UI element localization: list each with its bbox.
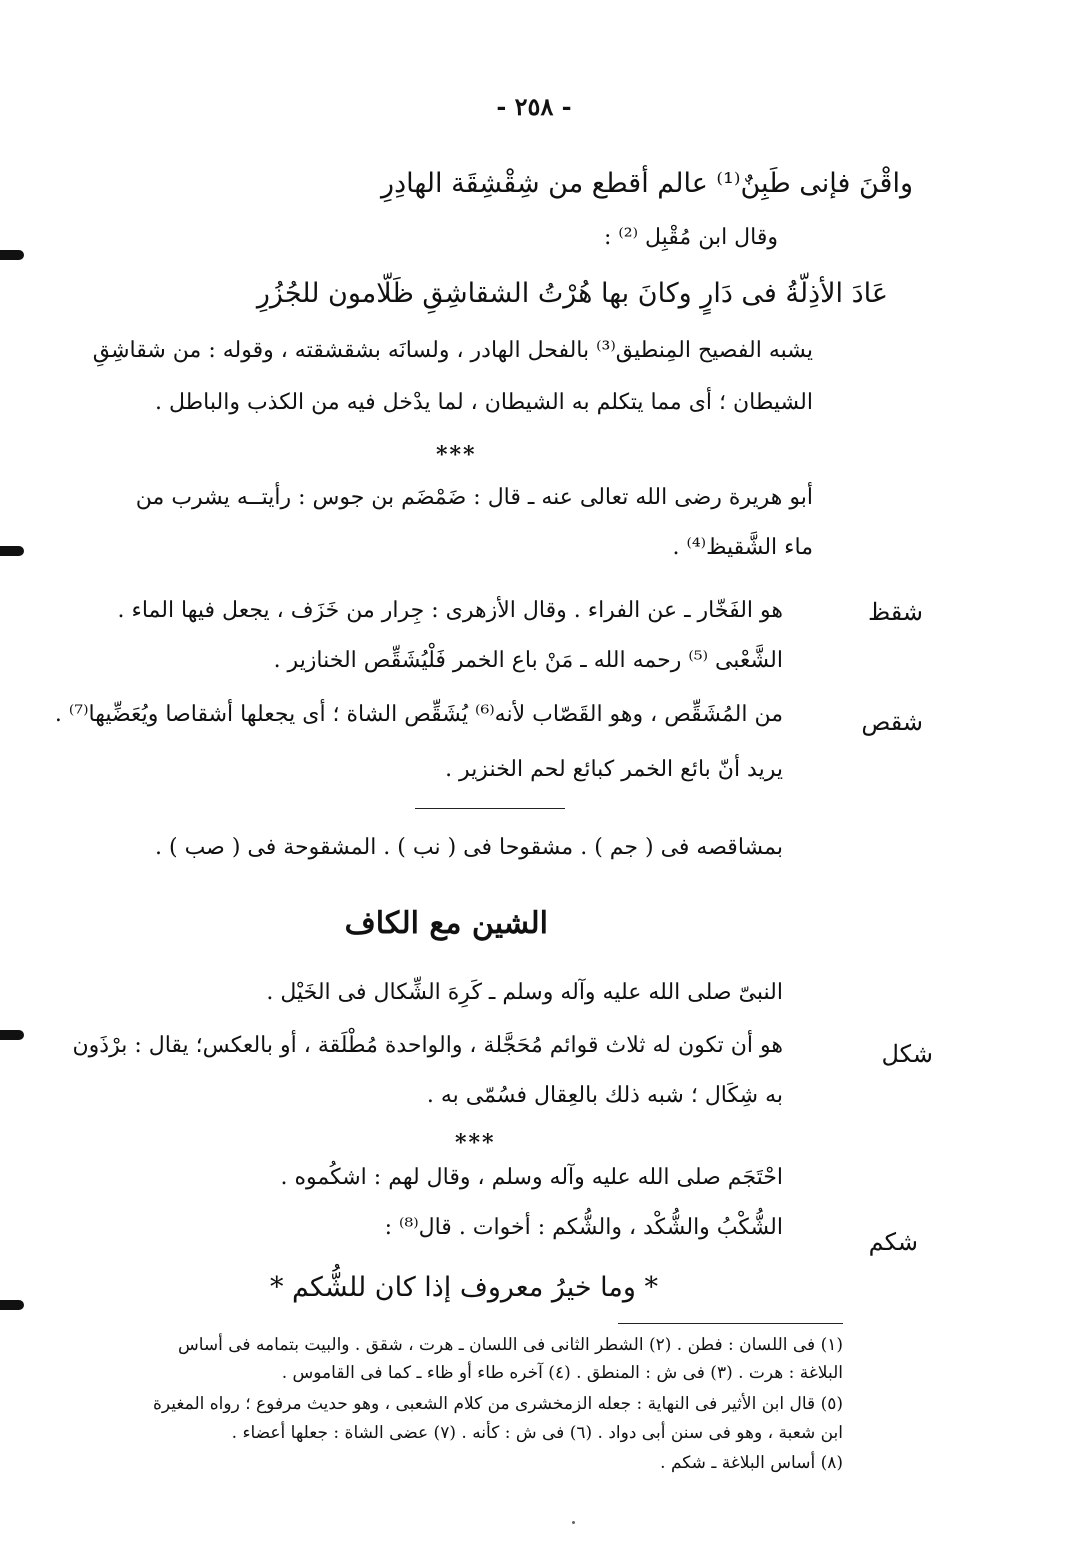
- footnote-line: ابن شعبة ، وهو فى سنن أبى دواد . (٦) فى ش : كأنه . (٧) عضى الشاة : جعلها أعضاء .: [231, 1423, 843, 1443]
- entry-headword-shaqaz: شقظ: [867, 598, 923, 626]
- hadith-hijama: احْتَجَم صلى الله عليه وآله وسلم ، وقال لهم : اشكُموه .: [280, 1165, 783, 1190]
- cross-reference: بمشاقصه فى ( جم ) . مشقوحا فى ( نب ) . المشقوحة فى ( صب ) .: [155, 835, 783, 860]
- scan-edge-mark: [0, 1300, 24, 1310]
- section-stars-2: ***: [455, 1130, 496, 1156]
- footnote-line: (١) فى اللسان : فطن . (٢) الشطر الثانى فى اللسان ـ هرت ، شقق . والبيت بتمامه فى أساس: [177, 1335, 843, 1355]
- verse-line-3: * وما خيرُ معروف إذا كان للشُّكم *: [269, 1272, 658, 1303]
- section-stars-1: ***: [436, 442, 477, 468]
- entry-shaqaz-line-2: الشَّعْبى ⁽⁵⁾ رحمه الله ـ مَنْ باع الخمر فَلْيُشَقِّص الخنازير .: [273, 648, 783, 673]
- hadith-abu-hurayra-line-2: ماء الشَّقيظ⁽⁴⁾ .: [672, 535, 813, 560]
- hadith-abu-hurayra-line-1: أبو هريرة رضى الله تعالى عنه ـ قال : ضَمْضَم بن جوس : رأيتــه يشرب من: [135, 485, 813, 510]
- scan-edge-mark: [0, 250, 24, 260]
- verse-intro: وقال ابن مُقْبِل ⁽²⁾ :: [603, 225, 778, 250]
- entry-shakam-line-1: الشُّكْبُ والشُّكْد ، والشُّكم : أخوات . قال⁽⁸⁾ :: [384, 1215, 783, 1240]
- entry-shaqaz-line-1: هو الفَخّار ـ عن الفراء . وقال الأزهرى : جِرار من خَزَف ، يجعل فيها الماء .: [117, 598, 783, 623]
- entry-shakal-line-1: هو أن تكون له ثلاث قوائم مُحَجَّلة ، والواحدة مُطْلَقة ، أو بالعكس؛ يقال : برْذَون: [72, 1033, 783, 1058]
- entry-shaqas-line-2: يريد أنّ بائع الخمر كبائع لحم الخنزير .: [445, 757, 783, 782]
- entry-shaqas-line-1: من المُشَقِّص ، وهو القَصّاب لأنه⁽⁶⁾ يُشَقِّص الشاة ؛ أى يجعلها أشقاصا ويُعَضِّيها⁽⁷⁾ .: [54, 702, 783, 727]
- separator-rule: [415, 808, 565, 809]
- entry-shakal-line-2: به شِكَال ؛ شبه ذلك بالعِقال فسُمّى به .: [426, 1083, 783, 1108]
- verse-line-2: عَادَ الأذِلّةُ فى دَارٍ وكانَ بها هُرْتُ الشقاشِقِ ظَلّامون للجُزُرِ: [256, 278, 888, 309]
- entry-headword-shakam: شكم: [868, 1228, 918, 1256]
- section-heading: الشين مع الكاف: [344, 906, 548, 941]
- footnote-line: (٥) قال ابن الأثير فى النهاية : جعله الزمخشرى من كلام الشعبى ، وهو حديث مرفوع ؛ رواه المغيرة: [153, 1394, 843, 1414]
- scan-speck: [572, 1521, 575, 1524]
- entry-headword-shaqas: شقص: [861, 708, 923, 736]
- explanation-line-2: الشيطان ؛ أى مما يتكلم به الشيطان ، لما يدْخل فيه من الكذب والباطل .: [155, 390, 813, 415]
- entry-headword-shakal: شكل: [881, 1040, 933, 1068]
- page-number: - ٢٥٨ -: [496, 92, 572, 121]
- footnote-line: البلاغة : هرت . (٣) فى ش : المنطق . (٤) آخره طاء أو ظاء ـ كما فى القاموس .: [281, 1363, 843, 1383]
- footnote-rule: [618, 1323, 843, 1324]
- footnote-line: (٨) أساس البلاغة ـ شكم .: [660, 1453, 843, 1473]
- explanation-line-1: يشبه الفصيح المِنطيق⁽³⁾ بالفحل الهادر ، ولسانَه بشقشقته ، وقوله : من شقاشِقِ: [92, 338, 813, 363]
- verse-line-1: واقْنَ فإنى طَبِنٌ⁽¹⁾ عالم أقطع من شِقْشِقَة الهادِرِ: [381, 168, 913, 199]
- hadith-shikal: النبىّ صلى الله عليه وآله وسلم ـ كَرِهَ الشِّكال فى الخَيْل .: [266, 980, 783, 1005]
- scan-edge-mark: [0, 1030, 24, 1040]
- scan-edge-mark: [0, 546, 24, 556]
